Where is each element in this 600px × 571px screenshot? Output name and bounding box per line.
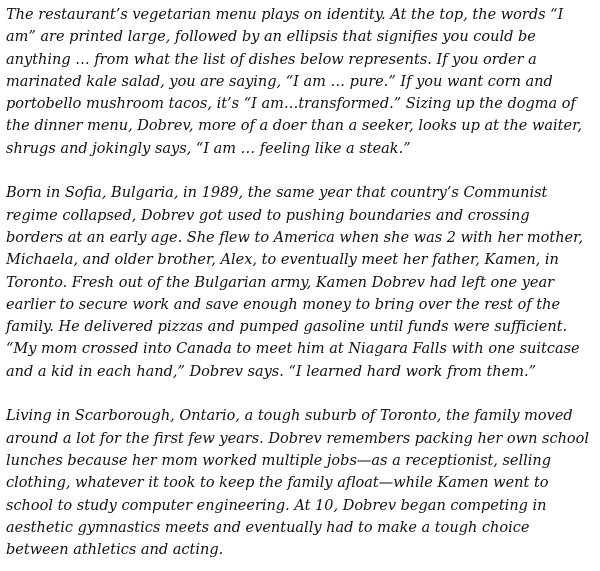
text-line: The restaurant’s vegetarian menu plays on identity. At the top, the words “I xyxy=(6,7,564,23)
text-line: marinated kale salad, you are saying, “I am … pure.” If you want corn and xyxy=(6,73,553,90)
paragraph-3 xyxy=(6,405,594,561)
paragraph-2 xyxy=(6,182,594,383)
text-line: shrugs and jokingly says, “I am … feeling like a steak.” xyxy=(6,140,411,157)
text-line: family. He delivered pizzas and pumped gasoline until funds were sufficient. xyxy=(6,319,568,336)
text-line: Michaela, and older brother, Alex, to eventually meet her father, Kamen, in xyxy=(6,252,559,269)
text-line: portobello mushroom tacos, it’s “I am…transformed.” Sizing up the dogma of xyxy=(6,96,576,113)
text-line: Living in Scarborough, Ontario, a tough suburb of Toronto, the family moved xyxy=(6,408,573,425)
text-line: lunches because her mom worked multiple jobs—as a receptionist, selling xyxy=(6,452,552,469)
text-line: clothing, whatever it took to keep the family afloat—while Kamen went to xyxy=(6,475,549,492)
text-line: borders at an early age. She flew to America when she was 2 with her mother, xyxy=(6,229,584,246)
text-line: earlier to secure work and save enough money to bring over the rest of the xyxy=(6,296,561,313)
text-line: Born in Sofia, Bulgaria, in 1989, the same year that country’s Communist xyxy=(6,185,548,202)
text-line: around a lot for the first few years. Dobrev remembers packing her own school xyxy=(6,430,590,447)
paragraph-1 xyxy=(6,4,594,160)
text-line: “My mom crossed into Canada to meet him at Niagara Falls with one suitcase xyxy=(6,341,580,358)
text-line: am” are printed large, followed by an ellipsis that signifies you could be xyxy=(6,29,536,46)
text-line: regime collapsed, Dobrev got used to pushing boundaries and crossing xyxy=(6,207,530,224)
text-line: aesthetic gymnastics meets and eventually had to make a tough choice xyxy=(6,519,530,536)
text-line: between athletics and acting. xyxy=(6,542,224,559)
text-line: school to study computer engineering. At 10, Dobrev began competing in xyxy=(6,497,547,514)
text-line: and a kid in each hand,” Dobrev says. “I learned hard work from them.” xyxy=(6,363,536,380)
text-line: Toronto. Fresh out of the Bulgarian army, Kamen Dobrev had left one year xyxy=(6,274,555,291)
text-line: anything … from what the list of dishes below represents. If you order a xyxy=(6,51,537,68)
text-line: the dinner menu, Dobrev, more of a doer than a seeker, looks up at the waiter, xyxy=(6,118,583,135)
